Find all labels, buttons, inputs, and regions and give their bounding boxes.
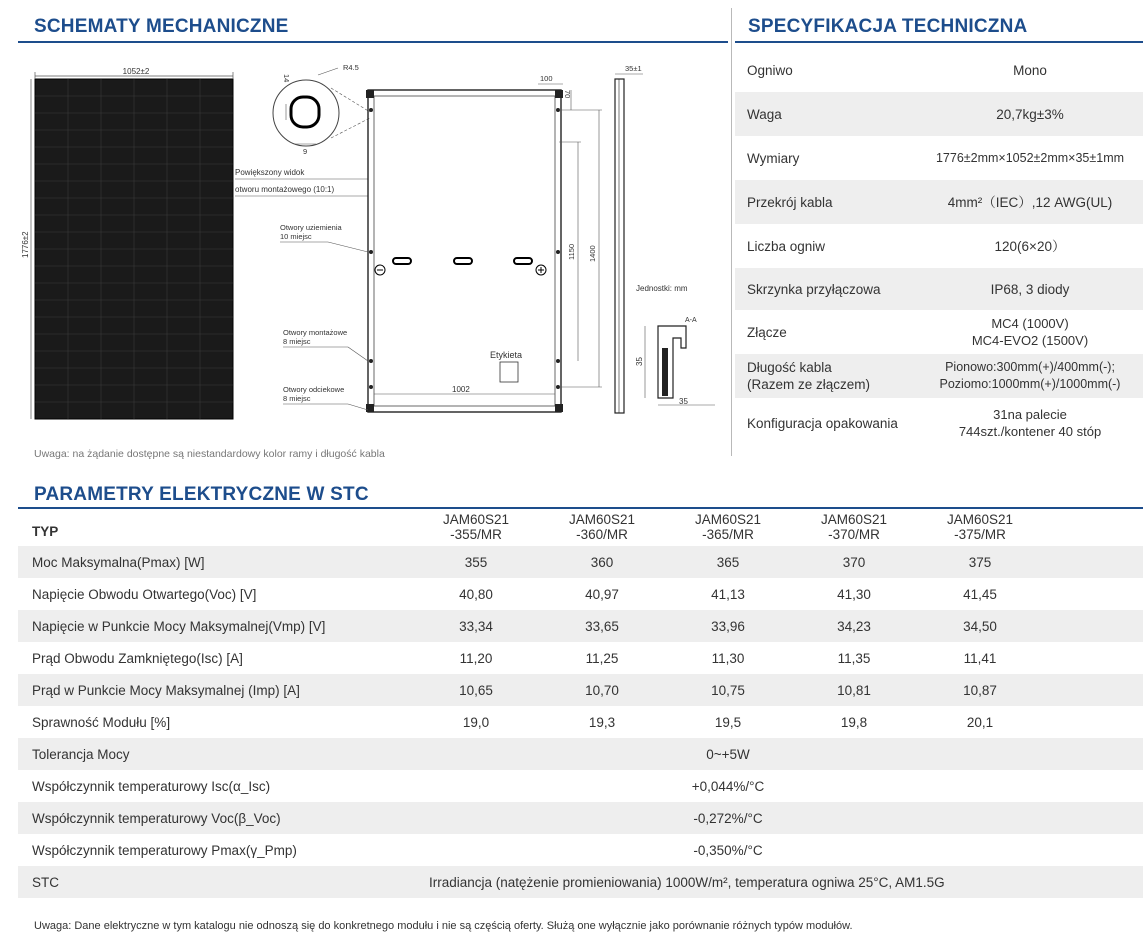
label-drain-2: 8 miejsc [283, 394, 311, 403]
row-value: 41,30 [837, 586, 871, 602]
row-value: +0,044%/°C [691, 778, 765, 794]
table-row [18, 642, 1143, 674]
mech-section-title: SCHEMATY MECHANICZNE [34, 16, 289, 37]
row-value: 34,50 [963, 618, 997, 634]
spec-value-line1: 31na palecie [993, 407, 1067, 422]
row-value: 40,97 [585, 586, 619, 602]
row-value: 19,8 [840, 714, 868, 730]
dim-100: 100 [540, 74, 553, 83]
dim-width: 1052±2 [122, 67, 150, 76]
row-value: 10,75 [711, 682, 745, 698]
spec-label: Ogniwo [747, 62, 793, 78]
row-value: 11,20 [459, 650, 493, 666]
spec-value [917, 406, 1143, 440]
row-label: Współczynnik temperaturowy Voc(β_Voc) [32, 810, 281, 826]
spec-label: Wymiary [747, 150, 800, 166]
row-value: 33,65 [585, 618, 619, 634]
elec-header-row [18, 510, 1143, 544]
row-label: Tolerancja Mocy [32, 746, 130, 762]
model-header: JAM60S21 -355/MR [442, 512, 510, 542]
label-drain-1: Otwory odciekowe [283, 385, 345, 394]
row-value: 19,0 [462, 714, 490, 730]
table-row [18, 578, 1143, 610]
row-value: 375 [968, 554, 992, 570]
elec-title-underline [18, 507, 1143, 509]
spec-value [917, 315, 1143, 349]
spec-label-line1: Długość kabla [747, 360, 832, 375]
dim-35-section-v: 35 [635, 357, 644, 366]
row-value: Irradiancja (natężenie promieniowania) 1000W/m², temperatura ogniwa 25°C, AM1.5G [429, 874, 945, 890]
row-value: 41,13 [711, 586, 745, 602]
row-value: -0,272%/°C [693, 810, 763, 826]
row-value: 370 [842, 554, 866, 570]
row-value: 10,87 [963, 682, 997, 698]
label-units: Jednostki: mm [636, 284, 688, 293]
dim-r: R4.5 [343, 63, 359, 72]
dim-35-section-h: 35 [679, 397, 688, 406]
row-value: 355 [464, 554, 488, 570]
model-header: JAM60S21 -360/MR [568, 512, 636, 542]
table-row [18, 866, 1143, 898]
spec-row-weight [735, 92, 1143, 136]
row-label: Moc Maksymalna(Pmax) [W] [32, 554, 205, 570]
row-value: -0,350%/°C [693, 842, 763, 858]
row-value: 0~+5W [706, 746, 750, 762]
label-etykieta: Etykieta [490, 350, 523, 360]
spec-value-line2: 744szt./kontener 40 stóp [958, 424, 1102, 439]
mech-title-underline [18, 41, 728, 43]
spec-row-packaging [735, 400, 1143, 446]
row-value: 40,80 [459, 586, 493, 602]
table-row [18, 674, 1143, 706]
spec-value: 20,7kg±3% [996, 106, 1064, 122]
label-ground-2: 10 miejsc [280, 232, 312, 241]
mechanical-drawing [18, 48, 730, 448]
table-row [18, 802, 1143, 834]
elec-section-title: PARAMETRY ELEKTRYCZNE W STC [34, 484, 369, 505]
model-header: JAM60S21 -365/MR [694, 512, 762, 542]
label-enlarged-2: otworu montażowego (10:1) [235, 185, 335, 194]
row-value: 34,23 [837, 618, 871, 634]
row-value: 11,35 [837, 650, 871, 666]
spec-label: Waga [747, 106, 782, 122]
spec-row-cable [735, 180, 1143, 224]
spec-row-cell [735, 48, 1143, 92]
dim-height: 1776±2 [21, 231, 30, 258]
row-value: 10,81 [837, 682, 871, 698]
row-label: Współczynnik temperaturowy Pmax(γ_Pmp) [32, 842, 297, 858]
spec-row-cable-length [735, 354, 1143, 398]
spec-value [917, 359, 1143, 393]
row-value: 41,45 [963, 586, 997, 602]
dim-1002: 1002 [452, 385, 470, 394]
row-value: 11,41 [963, 650, 997, 666]
dim-9: 9 [303, 147, 308, 156]
dim-14: 14 [282, 74, 291, 83]
row-label: Prąd w Punkcie Mocy Maksymalnej (Imp) [A] [32, 682, 300, 698]
spec-value: IP68, 3 diody [990, 281, 1070, 297]
enlarged-hole-view [273, 63, 370, 156]
elec-note: Uwaga: Dane elektryczne w tym katalogu nie odnoszą się do konkretnego modułu i nie są częścią oferty. Służą one wyłącznie jako porównanie różnych typów modułów. [34, 920, 853, 932]
row-value: 33,96 [711, 618, 745, 634]
row-value: 19,3 [588, 714, 616, 730]
row-label: STC [32, 874, 59, 890]
row-label: Sprawność Modułu [%] [32, 714, 171, 730]
table-row [18, 610, 1143, 642]
row-value: 10,65 [459, 682, 493, 698]
dim-70: 70 [563, 90, 572, 99]
mech-note: Uwaga: na żądanie dostępne są niestandardowy kolor ramy i długość kabla [34, 448, 385, 460]
table-row [18, 770, 1143, 802]
model-header: JAM60S21 -370/MR [820, 512, 888, 542]
spec-row-junction-box [735, 268, 1143, 310]
label-aa: A-A [685, 317, 697, 324]
row-value: 10,70 [585, 682, 619, 698]
table-row [18, 834, 1143, 866]
label-mount-2: 8 miejsc [283, 337, 311, 346]
label-mount-1: Otwory montażowe [283, 328, 348, 337]
spec-value-line2: Poziomo:1000mm(+)/1000mm(-) [939, 377, 1121, 391]
label-enlarged-1: Powiększony widok [235, 168, 305, 177]
spec-label-line2: (Razem ze złączem) [747, 377, 871, 392]
spec-section-title: SPECYFIKACJA TECHNICZNA [748, 16, 1028, 37]
spec-value: 120(6×20） [994, 238, 1066, 254]
row-label: Napięcie Obwodu Otwartego(Voc) [V] [32, 586, 257, 602]
row-value: 360 [590, 554, 614, 570]
table-row [18, 706, 1143, 738]
row-label: Prąd Obwodu Zamkniętego(Isc) [A] [32, 650, 243, 666]
spec-value-line2: MC4-EVO2 (1500V) [971, 333, 1089, 348]
row-label: Współczynnik temperaturowy Isc(α_Isc) [32, 778, 271, 794]
dim-1150: 1150 [567, 243, 576, 260]
row-value: 20,1 [966, 714, 994, 730]
spec-value: 4mm²（IEC）,12 AWG(UL) [947, 194, 1113, 210]
spec-value: 1776±2mm×1052±2mm×35±1mm [935, 150, 1125, 165]
label-ground-1: Otwory uziemienia [280, 223, 342, 232]
spec-value: Mono [1013, 62, 1047, 78]
spec-row-cells [735, 224, 1143, 268]
type-header: TYP [32, 523, 59, 539]
spec-label: Liczba ogniw [747, 238, 826, 254]
spec-label: Przekrój kabla [747, 194, 833, 210]
panel-back-view [366, 90, 563, 412]
spec-label: Konfiguracja opakowania [747, 415, 898, 431]
section-divider [731, 8, 732, 456]
spec-title-underline [735, 41, 1143, 43]
drawing-svg [18, 48, 730, 448]
row-value: 33,34 [459, 618, 493, 634]
dim-1400: 1400 [588, 245, 597, 262]
spec-value-line1: Pionowo:300mm(+)/400mm(-); [945, 360, 1115, 374]
spec-label: Złącze [747, 324, 787, 340]
row-value: 365 [716, 554, 740, 570]
spec-row-connector [735, 310, 1143, 354]
table-row [18, 546, 1143, 578]
panel-side-view [615, 79, 624, 413]
spec-label: Skrzynka przyłączowa [747, 281, 881, 297]
frame-section-aa [658, 326, 686, 398]
dim-35-side: 35±1 [625, 64, 642, 73]
panel-front-view [35, 79, 233, 419]
row-value: 19,5 [714, 714, 742, 730]
table-row [18, 738, 1143, 770]
model-header: JAM60S21 -375/MR [946, 512, 1014, 542]
row-value: 11,25 [585, 650, 619, 666]
row-value: 11,30 [711, 650, 745, 666]
spec-label [735, 359, 917, 393]
row-label: Napięcie w Punkcie Mocy Maksymalnej(Vmp) [V] [32, 618, 326, 634]
spec-row-dimensions [735, 136, 1143, 180]
spec-value-line1: MC4 (1000V) [991, 316, 1069, 331]
